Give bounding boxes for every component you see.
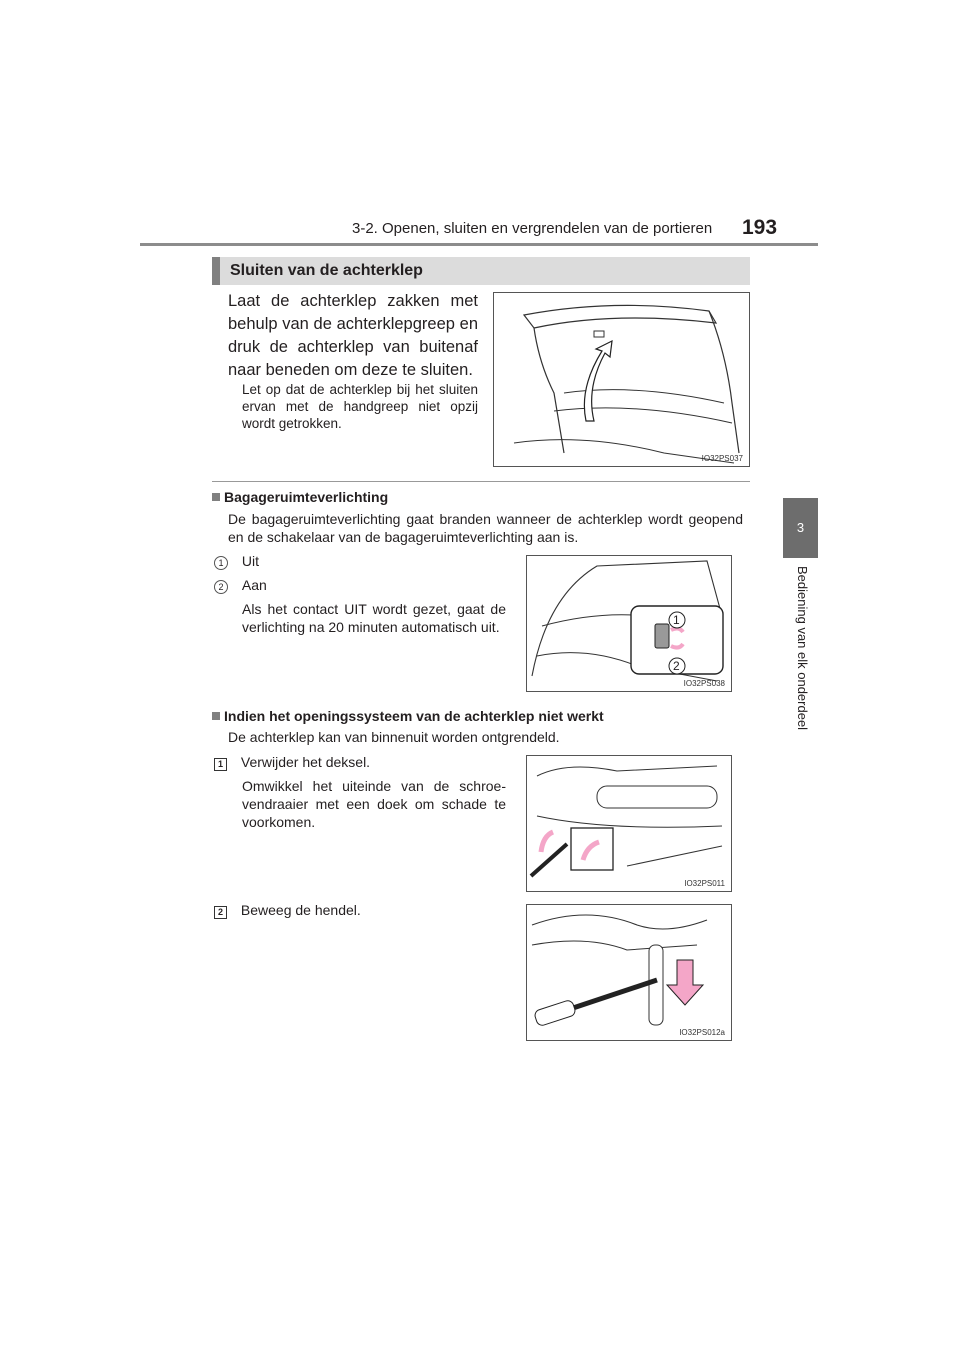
item-number: 2 (214, 580, 228, 594)
tailgate-close-illustration (494, 293, 749, 466)
opener-fail-description: De achterklep kan van binnenuit worden ontgrendeld. (228, 729, 560, 745)
figure-callout-2: 2 (673, 659, 680, 673)
step-label: Verwijder het deksel. (240, 754, 371, 770)
item-label: Uit (241, 553, 260, 569)
step-note: Omwikkel het uiteinde van de schroe-vendraaier met een doek om schade te voorkomen. (242, 778, 506, 830)
list-item (214, 576, 267, 594)
section-title: Sluiten van de achterklep (212, 257, 750, 285)
section-main-text: Laat de achterklep zakken met behulp van de achterklepgreep en druk de achterklep van buitenaf naar beneden om deze te sluiten. (228, 292, 478, 379)
chapter-title: 3-2. Openen, sluiten en vergrendelen van de portieren (352, 220, 713, 237)
header-rule (140, 243, 818, 246)
opener-fail-heading-text: Indien het openingssysteem van de achterklep niet werkt (224, 708, 604, 724)
step-number: 2 (214, 906, 227, 919)
item-number: 1 (214, 556, 228, 570)
luggage-light-heading-text: Bagageruimteverlichting (224, 489, 389, 505)
figure-code: IO32PS037 (701, 454, 743, 463)
step-label: Beweeg de hendel. (240, 902, 361, 918)
remove-cover-illustration (527, 756, 731, 891)
heading-bullet (212, 493, 220, 501)
section-note-text: Let op dat de achterklep bij het sluiten ervan met de handgreep niet opzij wordt getrokken. (242, 382, 478, 431)
section-divider (212, 481, 750, 482)
luggage-light-illustration (527, 556, 731, 691)
figure-callout-1: 1 (673, 613, 680, 627)
figure-remove-cover (526, 755, 732, 892)
figure-luggage-light (526, 555, 732, 692)
step-item (214, 901, 361, 919)
heading-bullet (212, 712, 220, 720)
figure-code: IO32PS038 (683, 679, 725, 688)
figure-move-lever (526, 904, 732, 1041)
step-number: 1 (214, 758, 227, 771)
chapter-side-label-text: Bediening van elk onderdeel (795, 566, 810, 731)
figure-code: IO32PS012a (679, 1028, 725, 1037)
page-number: 193 (742, 216, 778, 239)
figure-tailgate-close (493, 292, 750, 467)
chapter-tab: 3 (783, 498, 818, 558)
item-note: Als het contact UIT wordt gezet, gaat de verlichting na 20 minuten automatisch uit. (242, 601, 506, 635)
move-lever-illustration (527, 905, 731, 1040)
step-item (214, 753, 370, 771)
luggage-light-heading (212, 489, 388, 505)
list-item (214, 552, 259, 570)
figure-code: IO32PS011 (684, 879, 725, 888)
chapter-side-label (784, 566, 818, 766)
item-label: Aan (241, 577, 267, 593)
opener-fail-heading (212, 708, 604, 724)
luggage-light-description: De bagageruimteverlichting gaat branden wanneer de achterklep wordt geopend en de schakelaar van de bagageruimteverlichting aan is. (228, 511, 743, 545)
